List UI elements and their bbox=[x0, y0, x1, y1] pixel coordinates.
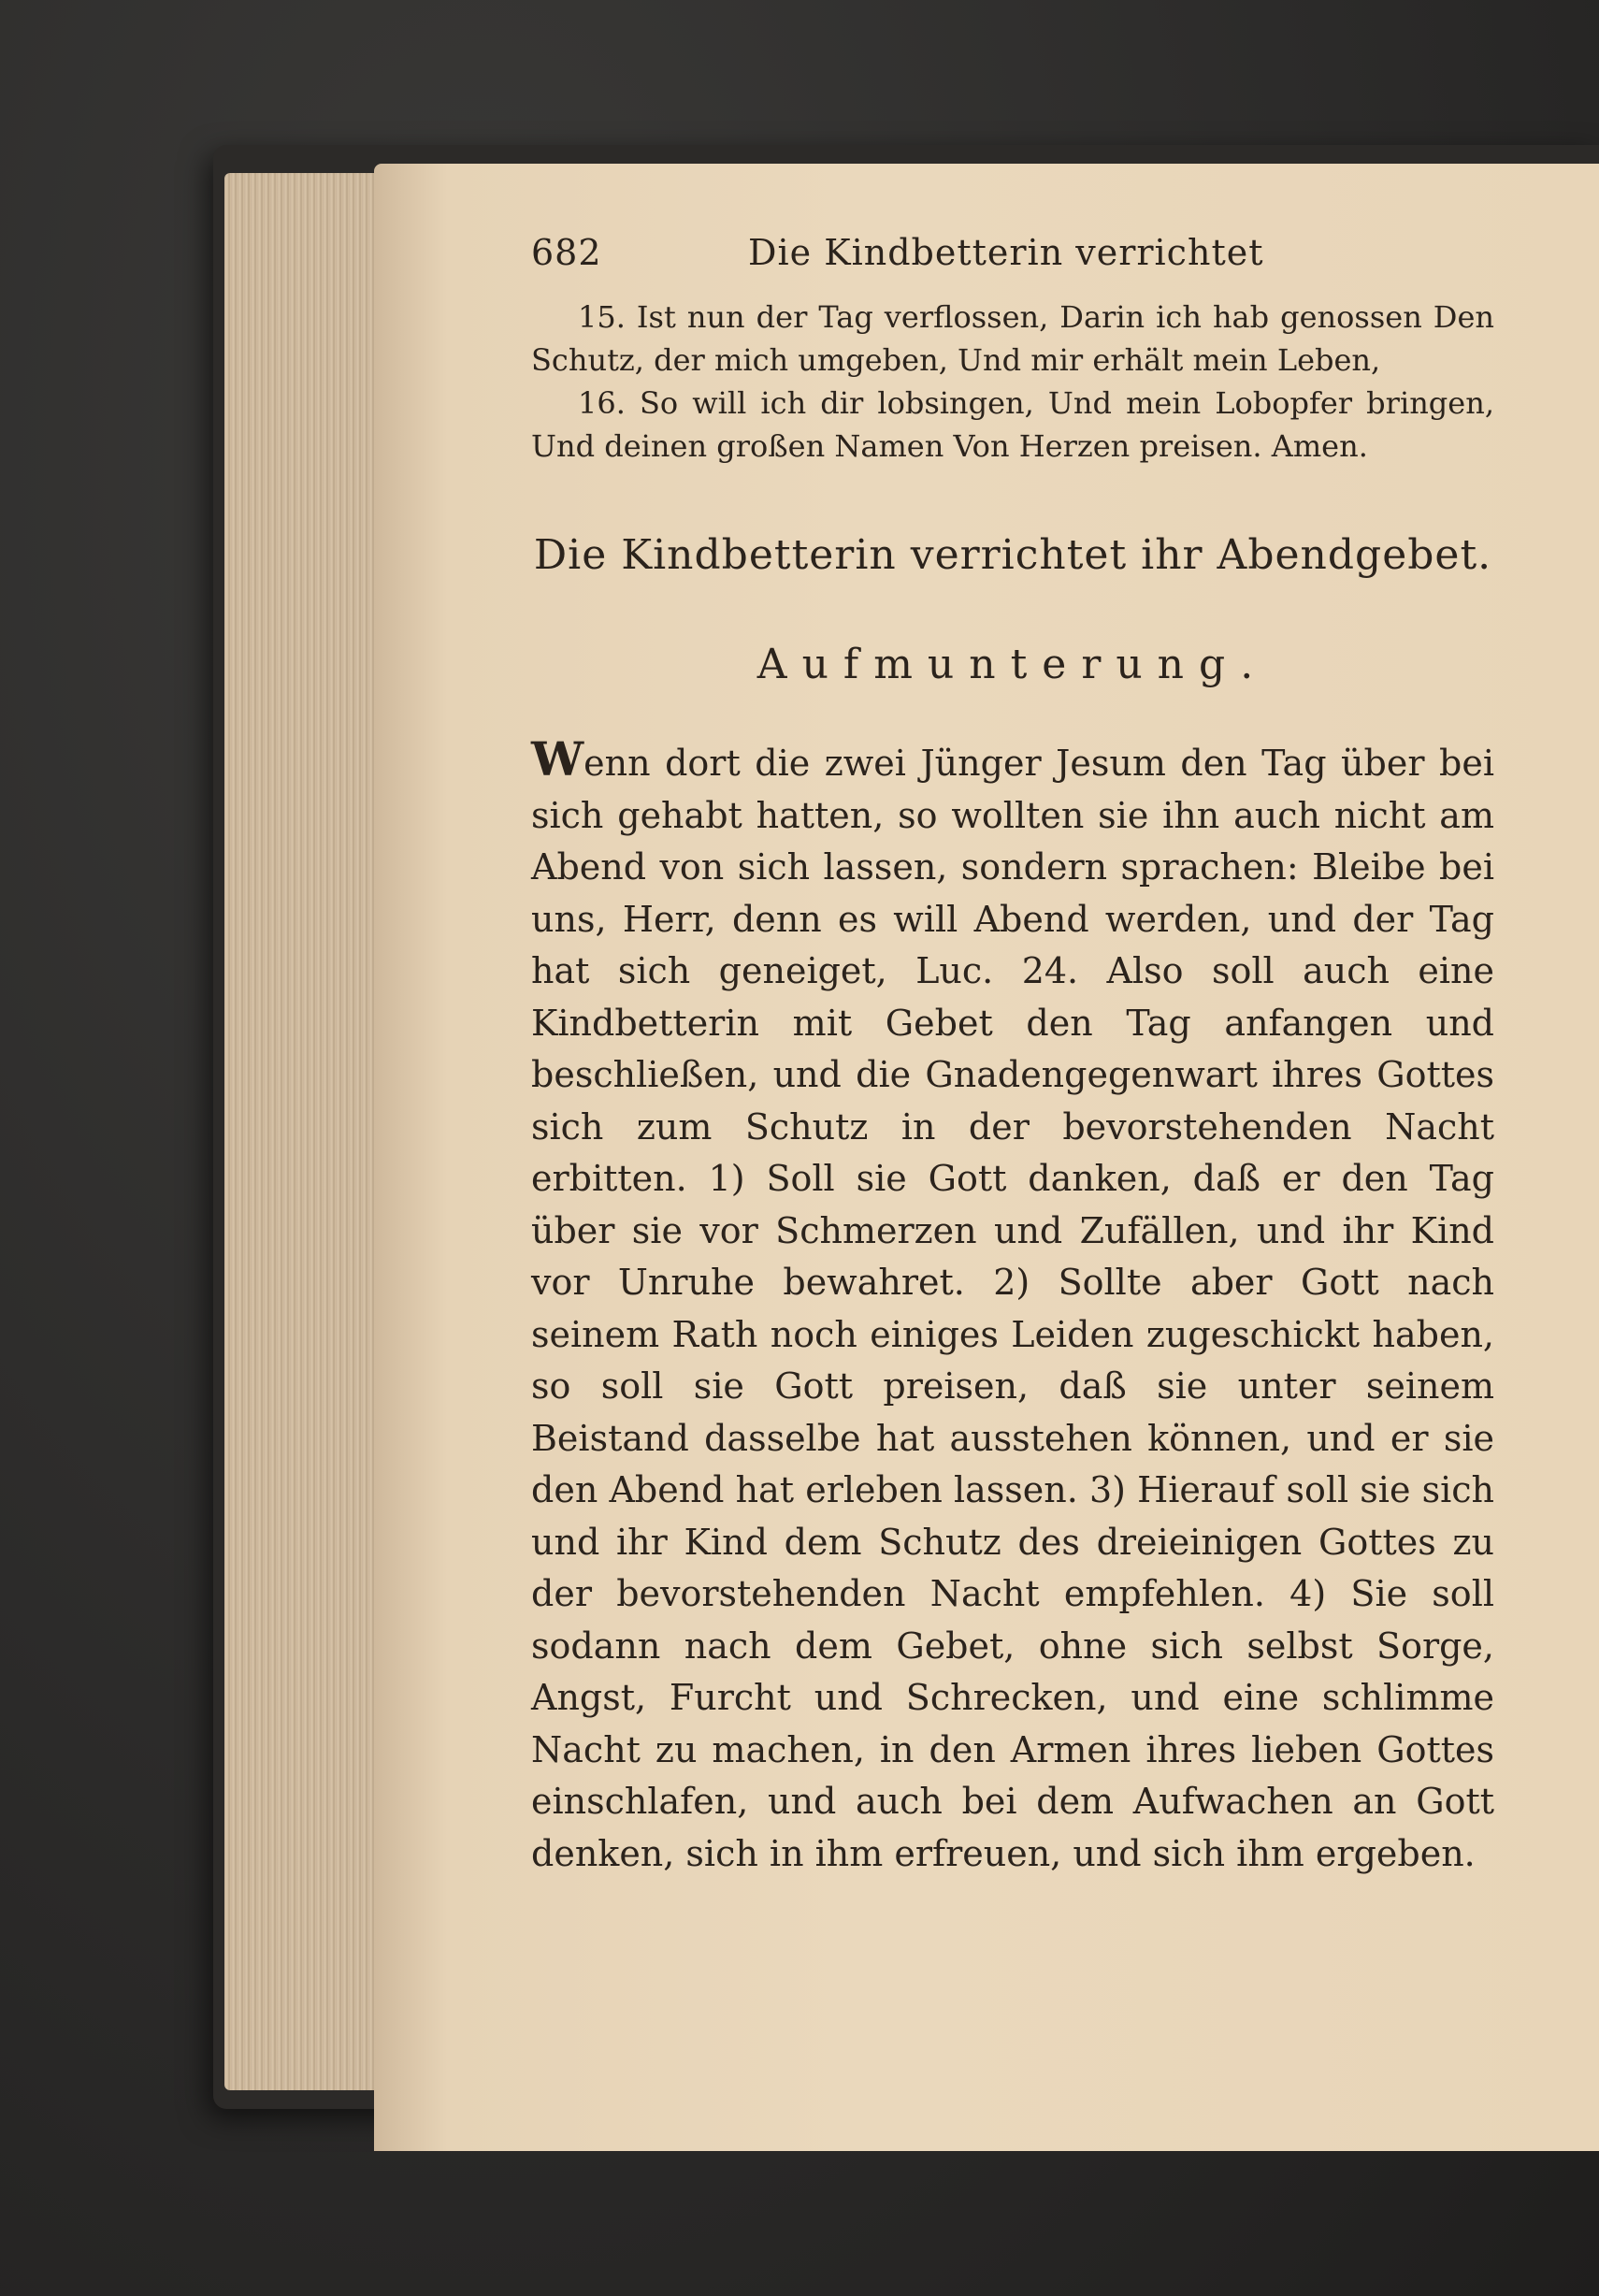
body-text: enn dort die zwei Jünger Jesum den Tag über bei sich gehabt hatten, so wollten sie ihn auch nicht am Abend von sich lassen, sondern sprachen: Bleibe bei uns, Herr, denn es will Abend werden, und der Tag hat sich geneiget, Luc. 24. Also soll auch eine Kindbetterin mit Gebet den Tag anfangen und beschließen, und die Gnadengegenwart ihres Gottes sich zum Schutz in der bevorstehenden Nacht erbitten. 1) Soll sie Gott danken, daß er den Tag über sie vor Schmerzen und Zufällen, und ihr Kind vor Unruhe bewahret. 2) Sollte aber Gott nach seinem Rath noch einiges Leiden zugeschickt haben, so soll sie Gott preisen, daß sie unter seinem Beistand dasselbe hat ausstehen können, und er sie den Abend hat erleben lassen. 3) Hierauf soll sie sich und ihr Kind dem Schutz des dreieinigen Gottes zu der bevorstehenden Nacht empfehlen. 4) Sie soll sodann nach dem Gebet, ohne sich selbst Sorge, Angst, Furcht und Schrecken, und eine schlimme Nacht zu machen, in den Armen ihres lieben Gottes einschlafen, und auch bei dem Aufwachen an Gott denken, sich in ihm erfreuen, und sich ihm ergeben. bbox=[531, 743, 1494, 1874]
running-head bbox=[531, 224, 1494, 290]
verse-text: So will ich dir lobsingen, Und mein Lobopfer bringen, Und deinen großen Namen Von Herzen preisen. Amen. bbox=[531, 385, 1495, 464]
verse-number: 16. bbox=[578, 385, 626, 421]
body-paragraph bbox=[531, 733, 1494, 1880]
section-title: Die Kindbetterin verrichtet ihr Abendgebet. bbox=[533, 531, 1492, 579]
page-text bbox=[531, 224, 1494, 1915]
running-head-title: Die Kindbetterin verrichtet bbox=[748, 232, 1264, 273]
section-subtitle: Aufmunterung. bbox=[756, 641, 1269, 688]
verse-16 bbox=[531, 382, 1494, 468]
initial-letter: W bbox=[531, 731, 584, 787]
verse-15 bbox=[531, 296, 1494, 382]
page-number: 682 bbox=[531, 232, 602, 273]
verse-text: Ist nun der Tag verflossen, Darin ich hab genossen Den Schutz, der mich umgeben, Und mir erhält mein Leben, bbox=[531, 299, 1495, 378]
page-edges bbox=[224, 173, 383, 2090]
verse-number: 15. bbox=[578, 299, 626, 335]
